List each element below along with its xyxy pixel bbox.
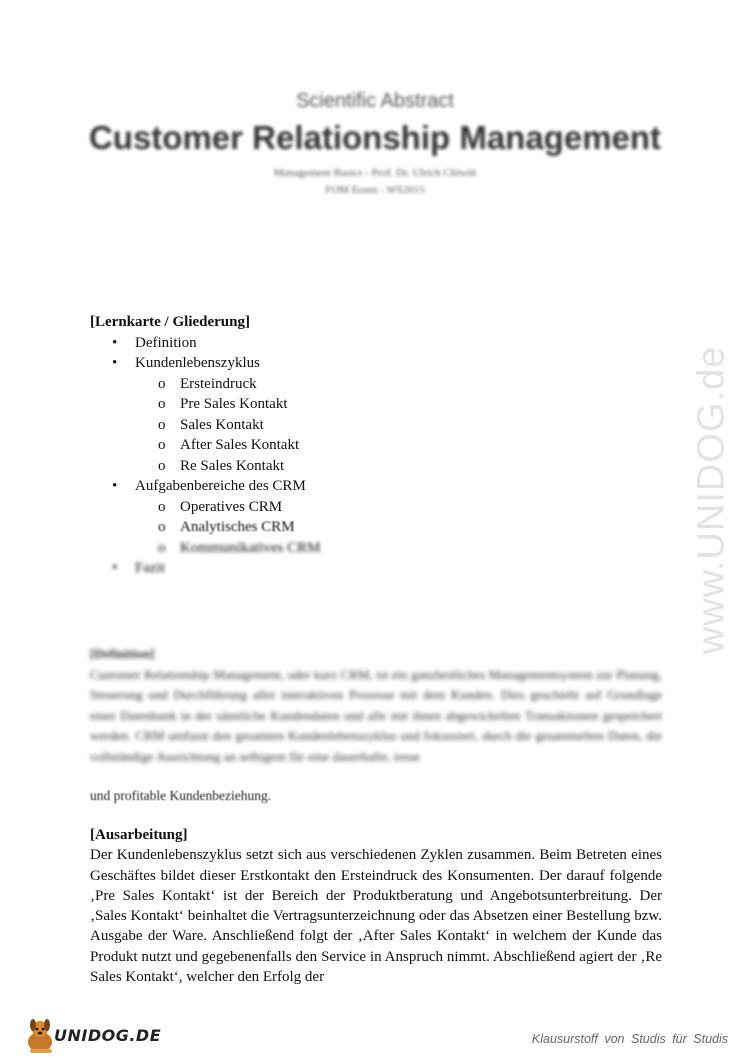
document-header <box>0 90 750 199</box>
document-title: Customer Relationship Management <box>88 119 662 156</box>
definition-heading: [Definition] <box>90 646 155 661</box>
circle-bullet-icon: o <box>158 437 166 453</box>
watermark-text: www.UNIDOG.de <box>690 345 733 655</box>
circle-bullet-icon: o <box>158 498 166 515</box>
meta-school: FOM Essen - WS2015 <box>325 184 425 196</box>
outline-subitem <box>90 517 650 538</box>
circle-bullet-icon: o <box>158 375 166 392</box>
definition-text: Customer Relationship Management, oder kurz CRM, ist ein ganzheitliches Managementsystem zur Planung, Steuerung und Durchführung aller interaktiven Prozesse mit dem Kunden. Dies geschieht auf Grundlage einer Datenbank in der sämtliche Kundendaten und alle mit ihnen abgewickelten Transaktionen gespeichert werden. CRM umfasst den gesamten Kundenlebenszyklus und fokussiert, durch die gesammelten Daten, die vollständige Ausrichtung an selbigem für eine dauerhafte, treue <box>90 666 662 764</box>
bullet-icon: • <box>112 478 118 494</box>
outline-item-label: Definition <box>135 334 197 351</box>
outline-subitem <box>90 374 650 395</box>
outline-section <box>90 312 650 579</box>
outline-subitem <box>90 538 650 559</box>
outline-subitem <box>90 456 650 477</box>
bullet-icon: • <box>112 560 118 576</box>
outline-subitem-label: Sales Kontakt <box>180 416 264 433</box>
circle-bullet-icon: o <box>158 457 166 474</box>
outline-item <box>90 476 650 497</box>
outline-item-label: Aufgabenbereiche des CRM <box>135 478 306 494</box>
logo-text: UNIDOG.DE <box>54 1026 162 1045</box>
circle-bullet-icon: o <box>158 416 166 433</box>
elaboration-heading: [Ausarbeitung] <box>90 827 188 843</box>
outline-subitem-label: Re Sales Kontakt <box>180 457 285 474</box>
elaboration-text: Der Kundenlebenszyklus setzt sich aus verschiedenen Zyklen zusammen. Beim Betreten eines Geschäftes bildet dieser Erstkontakt den Ersteindruck des Konsumenten. Der darauf folgende ‚Pre Sales Kontakt‘ ist der Bereich der Produktberatung und Angebotsunterbreitung. Der ‚Sales Kontakt‘ beinhaltet die Vertragsunterzeichnung oder das Absetzen einer Bestellung bzw. Ausgabe der Ware. Anschließend folgt der ‚After Sales Kontakt‘ in welchem der Kunde das Produkt nutzt und gegebenenfalls den Service in Anspruch nimmt. Abschließend agiert der ‚Re Sales Kontakt‘, welcher den Erfolg der <box>90 847 662 986</box>
outline-item <box>90 558 650 579</box>
circle-bullet-icon: o <box>158 519 166 535</box>
outline-heading: [Lernkarte / Gliederung] <box>90 314 250 330</box>
outline-item <box>90 353 650 374</box>
outline-subitem <box>90 394 650 415</box>
definition-text-tail: und profitable Kundenbeziehung. <box>90 788 272 803</box>
outline-subitem-label: Ersteindruck <box>180 375 257 392</box>
bullet-icon: • <box>112 334 118 351</box>
document-meta <box>0 165 750 199</box>
circle-bullet-icon: o <box>158 396 166 412</box>
elaboration-section <box>90 825 662 987</box>
outline-subitem <box>90 415 650 436</box>
outline-subitem-label: Analytisches CRM <box>180 519 295 535</box>
outline-subitem-label: Kommunikatives CRM <box>180 539 321 556</box>
bullet-icon: • <box>112 355 118 371</box>
watermark <box>690 300 733 655</box>
outline-subitem-label: After Sales Kontakt <box>180 437 300 453</box>
outline-item-label: Fazit <box>135 560 165 576</box>
outline-subitem-label: Operatives CRM <box>180 498 283 515</box>
circle-bullet-icon: o <box>158 539 166 556</box>
outline-item <box>90 333 650 354</box>
definition-section <box>90 644 662 767</box>
outline-item-label: Kundenlebenszyklus <box>135 355 260 371</box>
outline-subitem <box>90 435 650 456</box>
outline-subitem-label: Pre Sales Kontakt <box>180 396 288 412</box>
meta-course: Management Basics - Prof. Dr. Ulrich Chiwitt <box>273 167 477 179</box>
footer-tagline: Klausurstoff von Studis für Studis <box>531 1032 728 1046</box>
outline-subitem <box>90 497 650 518</box>
document-subtitle: Scientific Abstract <box>296 90 454 112</box>
